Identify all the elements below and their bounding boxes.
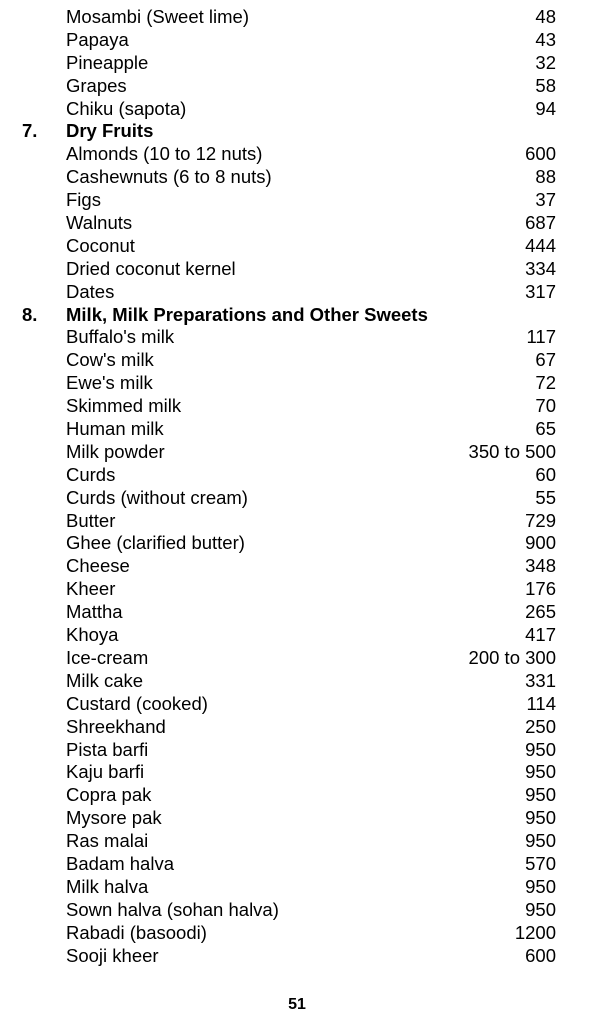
calorie-value: 55 [535, 486, 556, 508]
calorie-value: 950 [525, 784, 556, 806]
list-item [0, 166, 594, 189]
calorie-value: 265 [525, 601, 556, 623]
list-item [0, 739, 594, 762]
section-number: 8. [22, 303, 38, 325]
list-item [0, 853, 594, 876]
list-item [0, 464, 594, 487]
food-name: Human milk [66, 418, 164, 440]
calorie-value: 317 [525, 280, 556, 302]
list-item [0, 258, 594, 281]
food-name: Almonds (10 to 12 nuts) [66, 143, 263, 165]
food-name: Kaju barfi [66, 761, 145, 783]
list-item [0, 601, 594, 624]
calorie-value: 1200 [514, 921, 556, 943]
food-name: Papaya [66, 28, 129, 50]
section-title: Dry Fruits [66, 120, 154, 142]
food-name: Mosambi (Sweet lime) [66, 6, 249, 27]
calorie-value: 117 [526, 326, 556, 348]
food-name: Figs [66, 189, 101, 211]
food-name: Milk cake [66, 669, 144, 691]
list-item [0, 235, 594, 258]
list-item [0, 281, 594, 304]
food-name: Ras malai [66, 830, 149, 852]
calorie-value: 200 to 300 [468, 646, 556, 668]
food-name: Cashewnuts (6 to 8 nuts) [66, 166, 272, 188]
list-item [0, 624, 594, 647]
list-item [0, 6, 594, 29]
food-name: Shreekhand [66, 715, 166, 737]
calorie-value: 950 [525, 807, 556, 829]
food-name: Butter [66, 509, 116, 531]
list-item [0, 830, 594, 853]
calorie-value: 72 [535, 372, 556, 394]
calorie-value: 950 [525, 898, 556, 920]
list-item [0, 578, 594, 601]
food-name: Pista barfi [66, 738, 149, 760]
section-title: Milk, Milk Preparations and Other Sweets [66, 303, 428, 325]
calorie-value: 60 [535, 463, 556, 485]
calorie-value: 687 [525, 212, 556, 234]
food-name: Cheese [66, 555, 130, 577]
calorie-value: 950 [525, 875, 556, 897]
list-item [0, 189, 594, 212]
calorie-value: 950 [525, 830, 556, 852]
list-item [0, 349, 594, 372]
food-name: Rabadi (basoodi) [66, 921, 207, 943]
food-name: Ghee (clarified butter) [66, 532, 245, 554]
food-name: Pineapple [66, 51, 149, 73]
food-name: Milk powder [66, 440, 165, 462]
food-name: Skimmed milk [66, 395, 182, 417]
food-name: Grapes [66, 74, 127, 96]
food-name: Curds [66, 463, 116, 485]
calorie-value: 600 [525, 143, 556, 165]
calorie-value: 88 [535, 166, 556, 188]
calorie-value: 729 [525, 509, 556, 531]
calorie-value: 48 [535, 6, 556, 27]
food-name: Kheer [66, 578, 116, 600]
list-item [0, 899, 594, 922]
list-item [0, 670, 594, 693]
food-name: Dates [66, 280, 115, 302]
list-item [0, 693, 594, 716]
list-item [0, 532, 594, 555]
calorie-value: 348 [525, 555, 556, 577]
food-name: Dried coconut kernel [66, 257, 236, 279]
food-name: Mysore pak [66, 807, 162, 829]
list-item [0, 555, 594, 578]
calorie-value: 32 [535, 51, 556, 73]
calorie-value: 250 [525, 715, 556, 737]
calorie-value: 37 [535, 189, 556, 211]
food-name: Custard (cooked) [66, 692, 208, 714]
calorie-value: 58 [535, 74, 556, 96]
food-name: Ewe's milk [66, 372, 153, 394]
list-item [0, 784, 594, 807]
calorie-value: 950 [525, 761, 556, 783]
calorie-value: 114 [526, 692, 556, 714]
calorie-value: 444 [525, 234, 556, 256]
list-item [0, 212, 594, 235]
list-item [0, 29, 594, 52]
section-heading [0, 120, 594, 143]
calorie-value: 900 [525, 532, 556, 554]
list-item [0, 52, 594, 75]
calorie-value: 176 [525, 578, 556, 600]
list-item [0, 143, 594, 166]
food-name: Copra pak [66, 784, 152, 806]
food-name: Curds (without cream) [66, 486, 248, 508]
list-item [0, 876, 594, 899]
calorie-value: 70 [535, 395, 556, 417]
food-name: Coconut [66, 234, 135, 256]
list-item [0, 761, 594, 784]
list-item [0, 395, 594, 418]
calorie-value: 950 [525, 738, 556, 760]
list-item [0, 922, 594, 945]
food-name: Walnuts [66, 212, 133, 234]
food-name: Khoya [66, 624, 119, 646]
list-item [0, 441, 594, 464]
calorie-value: 65 [535, 418, 556, 440]
calorie-value: 600 [525, 944, 556, 966]
calorie-value: 94 [535, 97, 556, 119]
food-name: Mattha [66, 601, 123, 623]
section-number: 7. [22, 120, 38, 142]
section-heading [0, 304, 594, 327]
list-item [0, 487, 594, 510]
list-item [0, 807, 594, 830]
food-name: Milk halva [66, 875, 149, 897]
food-name: Ice-cream [66, 646, 149, 668]
food-calorie-list [0, 6, 594, 967]
list-item [0, 716, 594, 739]
food-name: Buffalo's milk [66, 326, 175, 348]
calorie-value: 43 [535, 28, 556, 50]
list-item [0, 945, 594, 968]
list-item [0, 372, 594, 395]
calorie-value: 570 [525, 852, 556, 874]
calorie-value: 350 to 500 [468, 440, 556, 462]
food-name: Sown halva (sohan halva) [66, 898, 279, 920]
list-item [0, 647, 594, 670]
list-item [0, 418, 594, 441]
calorie-value: 334 [525, 257, 556, 279]
food-name: Cow's milk [66, 349, 154, 371]
calorie-value: 67 [535, 349, 556, 371]
list-item [0, 75, 594, 98]
page-number: 51 [288, 996, 306, 1013]
food-name: Sooji kheer [66, 944, 159, 966]
list-item [0, 510, 594, 533]
list-item [0, 98, 594, 121]
food-name: Badam halva [66, 852, 174, 874]
calorie-value: 331 [525, 669, 556, 691]
list-item [0, 326, 594, 349]
food-name: Chiku (sapota) [66, 97, 187, 119]
calorie-value: 417 [525, 624, 556, 646]
